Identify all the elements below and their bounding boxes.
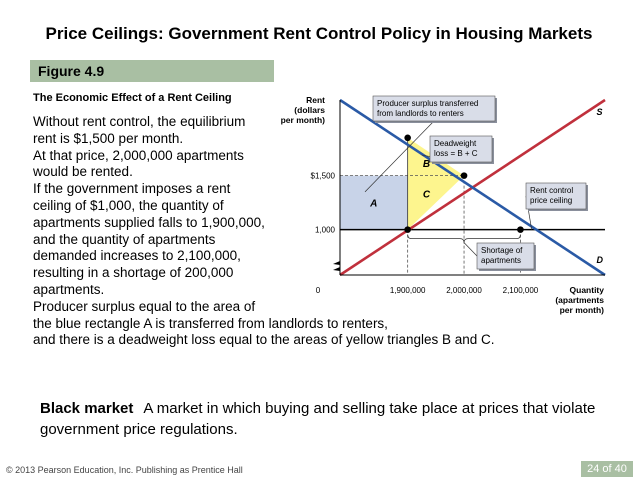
callout-text-shortage: apartments (481, 256, 522, 265)
callout-leader (464, 243, 477, 256)
description-line: rent is $1,500 per month. (33, 130, 184, 146)
callout-text-deadweight: Deadweight (434, 139, 477, 148)
callout-text-shortage: Shortage of (481, 246, 523, 255)
description-line: would be rented. (33, 164, 133, 180)
black-market-term: Black market (40, 400, 134, 417)
x-axis-label: Quantity (569, 285, 604, 295)
callout-text-deadweight: loss = B + C (434, 149, 478, 158)
rent-control-chart (280, 90, 610, 325)
description-line: If the government imposes a rent (33, 181, 231, 197)
description-line: At that price, 2,000,000 apartments (33, 147, 244, 163)
description-line: demanded increases to 2,100,000, (33, 248, 241, 264)
x-axis-label: per month) (559, 305, 604, 315)
description-line: apartments. (33, 281, 105, 297)
y-axis-label: Rent (306, 95, 325, 105)
y-axis-label: per month) (280, 115, 325, 125)
description-line: resulting in a shortage of 200,000 (33, 265, 234, 281)
description-line: Without rent control, the equilibrium (33, 114, 246, 129)
figure-label-bar (30, 60, 274, 82)
description-line: and the quantity of apartments (33, 231, 216, 247)
point-marker (461, 172, 468, 179)
slide-number: 24 of 40 (581, 461, 633, 477)
description-line: ceiling of $1,000, the quantity of (33, 197, 224, 213)
y-tick-label: 1,000 (314, 225, 335, 235)
callout-text-price-ceiling: price ceiling (530, 196, 573, 205)
point-marker (404, 135, 411, 142)
x-axis-label: (apartments (555, 295, 604, 305)
y-tick-label: $1,500 (310, 171, 335, 181)
axis-break-icon (333, 267, 340, 271)
callout-text-producer-surplus: from landlords to renters (377, 109, 464, 118)
axis-break-icon (333, 261, 340, 265)
black-market-text: A market in which buying and selling take place at prices that violate government price regulations. (40, 400, 596, 438)
area-c (408, 176, 464, 230)
x-tick-label: 2,100,000 (502, 286, 539, 295)
series-label-d: D (596, 255, 604, 266)
black-market-definition (40, 398, 620, 440)
callout-text-producer-surplus: Producer surplus transferred (377, 99, 479, 108)
point-marker (517, 226, 524, 233)
x-tick-label: 2,000,000 (446, 286, 482, 295)
callout-text-price-ceiling: Rent control (530, 186, 574, 195)
y-axis-label: (dollars (294, 105, 325, 115)
figure-label: Figure 4.9 (38, 63, 105, 79)
description-line: Producer surplus equal to the area of (33, 298, 256, 314)
area-label-c: C (422, 189, 431, 201)
copyright-footer: © 2013 Pearson Education, Inc. Publishing as Prentice Hall (6, 465, 243, 475)
x-tick-label: 1,900,000 (389, 286, 426, 295)
description-line: the blue rectangle A is transferred from landlords to renters, (33, 315, 388, 331)
series-label-s: S (596, 107, 603, 118)
x-tick-label: 0 (315, 286, 321, 295)
area-label-a: A (370, 198, 378, 210)
description-line: apartments supplied falls to 1,900,000, (33, 214, 265, 230)
figure-caption: The Economic Effect of a Rent Ceiling (33, 92, 232, 104)
point-marker (404, 226, 411, 233)
area-label-b: B (422, 159, 431, 170)
description-line: and there is a deadweight loss equal to the areas of yellow triangles B and C. (33, 332, 495, 348)
slide-title: Price Ceilings: Government Rent Control Policy in Housing Markets (45, 24, 593, 43)
